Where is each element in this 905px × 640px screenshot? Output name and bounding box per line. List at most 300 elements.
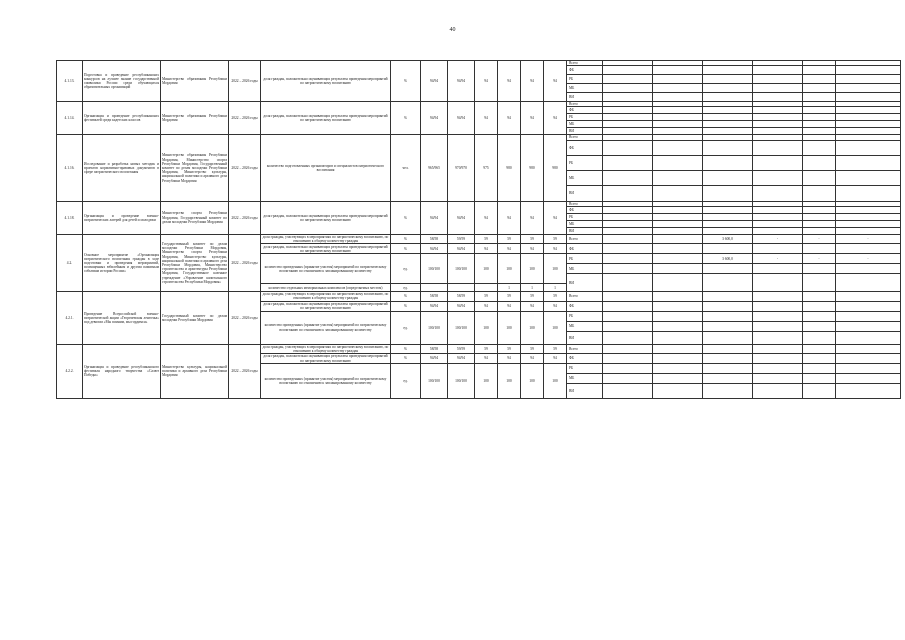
activity-number: 4.1.14.	[57, 102, 83, 135]
indicator-name: доля граждан, участвующих в мероприятиях по патриотическому воспитанию, по отношению к общему количеству граждан	[261, 344, 391, 353]
funding-source: Всего	[567, 102, 603, 107]
table-row	[57, 234, 901, 243]
indicator-name: доля граждан, положительно оценивающих результаты проведения мероприятий по патриотическому воспитанию	[261, 301, 391, 311]
indicator-base: 100/100	[421, 364, 448, 399]
indicator-2022: 94/94	[448, 102, 475, 135]
finance-value	[703, 244, 753, 254]
finance-value	[603, 128, 653, 135]
activity-executor: Министерство образования Республики Мордовия	[161, 61, 229, 102]
indicator-2026: 94	[544, 301, 567, 311]
indicator-2023: 59	[475, 344, 498, 353]
finance-value	[753, 107, 803, 114]
indicator-2022: 94/94	[448, 61, 475, 102]
finance-value	[653, 84, 703, 93]
activity-number: 4.1.16.	[57, 135, 83, 201]
table-row	[57, 344, 901, 353]
finance-value	[653, 93, 703, 102]
indicator-name: количество проведенных (принятие участия) мероприятий по патриотическому воспитанию по отношению к запланированному количеству	[261, 254, 391, 284]
finance-value	[803, 374, 836, 384]
finance-value	[653, 331, 703, 344]
funding-source: МБ	[567, 264, 603, 274]
indicator-2026: 100	[544, 364, 567, 399]
finance-value	[653, 254, 703, 264]
finance-value	[703, 107, 753, 114]
activity-number: 4.1.18.	[57, 201, 83, 234]
indicator-2023: 100	[475, 311, 498, 344]
finance-value	[803, 364, 836, 374]
indicator-name: доля граждан, положительно оценивающих результаты проведения мероприятий по патриотическому воспитанию	[261, 244, 391, 254]
indicator-name: количество подготовленных организаторов и специалистов патриотического воспитания	[261, 135, 391, 201]
finance-value	[703, 274, 753, 292]
finance-value	[703, 321, 753, 331]
finance-value	[603, 292, 653, 301]
finance-value	[603, 274, 653, 292]
activity-number: 4.2.2.	[57, 344, 83, 398]
finance-value	[703, 84, 753, 93]
finance-value	[753, 220, 803, 227]
funding-source: ФБ	[567, 140, 603, 155]
finance-value	[803, 114, 836, 121]
finance-value	[653, 384, 703, 399]
activity-years: 2022 – 2026 годы	[229, 344, 261, 398]
finance-value: -	[836, 254, 901, 264]
finance-value: 3 600,0	[703, 234, 753, 243]
activity-executor: Министерство спорта Республики Мордовия, Государственный комитет по делам молодежи Республики Мордовия	[161, 201, 229, 234]
indicator-base: 94/94	[421, 301, 448, 311]
funding-source: МБ	[567, 84, 603, 93]
finance-value	[803, 220, 836, 227]
finance-value	[653, 155, 703, 170]
finance-value	[803, 384, 836, 399]
finance-value	[753, 264, 803, 274]
finance-value	[703, 185, 753, 201]
finance-value	[653, 121, 703, 128]
funding-source: Всего	[567, 61, 603, 66]
finance-value	[653, 321, 703, 331]
indicator-name: количество проведенных (принятие участия) мероприятий по патриотическому воспитанию по отношению к запланированному количеству	[261, 364, 391, 399]
indicator-unit: чел.	[391, 135, 421, 201]
finance-value	[753, 75, 803, 84]
indicator-2023: 59	[475, 292, 498, 301]
indicator-base: 100/100	[421, 311, 448, 344]
finance-value	[803, 321, 836, 331]
finance-value	[836, 128, 901, 135]
finance-value	[803, 170, 836, 185]
indicator-2025: 100	[521, 254, 544, 284]
funding-source: МБ	[567, 374, 603, 384]
finance-value	[703, 93, 753, 102]
finance-value	[653, 301, 703, 311]
indicator-2026: 100	[544, 311, 567, 344]
funding-source: РБ	[567, 213, 603, 220]
finance-value	[836, 384, 901, 399]
indicator-unit: %	[391, 102, 421, 135]
finance-value	[803, 84, 836, 93]
finance-value	[653, 274, 703, 292]
activity-years: 2022 – 2026 годы	[229, 61, 261, 102]
finance-value	[603, 374, 653, 384]
finance-value	[836, 93, 901, 102]
finance-value	[603, 140, 653, 155]
indicator-2025: 94	[521, 102, 544, 135]
finance-value	[603, 185, 653, 201]
finance-value	[753, 274, 803, 292]
activity-years: 2022 – 2026 годы	[229, 102, 261, 135]
finance-value	[653, 220, 703, 227]
finance-value	[803, 206, 836, 213]
finance-value	[653, 244, 703, 254]
activity-number: 4.1.13.	[57, 61, 83, 102]
finance-value	[603, 321, 653, 331]
indicator-name: количество проведенных (принятие участия) мероприятий по патриотическому воспитанию по отношению к запланированному количеству	[261, 311, 391, 344]
finance-value	[603, 107, 653, 114]
indicator-base: 965/965	[421, 135, 448, 201]
finance-value	[603, 344, 653, 353]
finance-value	[803, 75, 836, 84]
indicator-unit: %	[391, 301, 421, 311]
finance-value	[836, 121, 901, 128]
indicator-unit: %	[391, 201, 421, 234]
finance-value	[836, 244, 901, 254]
indicator-2023	[475, 284, 498, 292]
finance-value	[803, 344, 836, 353]
indicator-2022	[448, 284, 475, 292]
finance-value	[703, 170, 753, 185]
finance-value	[703, 121, 753, 128]
activity-years: 2022 – 2026 годы	[229, 234, 261, 291]
funding-source: Всего	[567, 292, 603, 301]
indicator-name: доля граждан, положительно оценивающих результаты проведения мероприятий по патриотическому воспитанию	[261, 102, 391, 135]
finance-value	[753, 344, 803, 353]
finance-value	[603, 301, 653, 311]
finance-value	[653, 66, 703, 75]
finance-value	[836, 301, 901, 311]
finance-value	[653, 114, 703, 121]
finance-value	[803, 292, 836, 301]
indicator-2026: 59	[544, 344, 567, 353]
indicator-2022: 94/94	[448, 354, 475, 364]
finance-value	[753, 170, 803, 185]
finance-value	[603, 254, 653, 264]
funding-source: РБ	[567, 155, 603, 170]
indicator-2023: 94	[475, 102, 498, 135]
finance-value	[753, 206, 803, 213]
indicator-2025: 59	[521, 344, 544, 353]
finance-value	[703, 220, 753, 227]
finance-value	[603, 384, 653, 399]
finance-value	[753, 364, 803, 374]
funding-source: Всего	[567, 135, 603, 140]
funding-source: МБ	[567, 170, 603, 185]
indicator-2025: 94	[521, 61, 544, 102]
indicator-2023: 94	[475, 201, 498, 234]
indicator-unit: %	[391, 292, 421, 301]
finance-value	[753, 244, 803, 254]
indicator-2024: 94	[498, 354, 521, 364]
finance-value	[803, 128, 836, 135]
finance-value	[836, 344, 901, 353]
finance-value	[603, 84, 653, 93]
funding-source: ВИ	[567, 185, 603, 201]
finance-value	[753, 128, 803, 135]
finance-value	[703, 213, 753, 220]
indicator-2022: 94/94	[448, 244, 475, 254]
finance-value	[653, 364, 703, 374]
finance-value	[703, 155, 753, 170]
finance-value	[703, 354, 753, 364]
finance-value	[803, 107, 836, 114]
finance-value	[836, 155, 901, 170]
funding-source: Всего	[567, 344, 603, 353]
indicator-unit: %	[391, 344, 421, 353]
funding-source: ВИ	[567, 128, 603, 135]
finance-value	[703, 311, 753, 321]
indicator-base: 94/94	[421, 102, 448, 135]
finance-value	[653, 234, 703, 243]
program-activities-table	[56, 60, 901, 399]
indicator-name: доля граждан, положительно оценивающих результаты проведения мероприятий по патриотическому воспитанию	[261, 354, 391, 364]
finance-value	[653, 140, 703, 155]
finance-value	[836, 321, 901, 331]
finance-value	[653, 213, 703, 220]
finance-value	[703, 301, 753, 311]
indicator-name: доля граждан, положительно оценивающих результаты проведения мероприятий по патриотическому воспитанию	[261, 201, 391, 234]
finance-value	[653, 292, 703, 301]
finance-value	[603, 234, 653, 243]
finance-value	[836, 84, 901, 93]
activity-number: 4.2.	[57, 234, 83, 291]
funding-source: ВИ	[567, 227, 603, 234]
indicator-2024: 59	[498, 344, 521, 353]
indicator-2024: 100	[498, 311, 521, 344]
indicator-2024: 980	[498, 135, 521, 201]
finance-value	[803, 185, 836, 201]
finance-value	[653, 344, 703, 353]
finance-value	[703, 292, 753, 301]
indicator-2026: 94	[544, 201, 567, 234]
indicator-2024: 100	[498, 254, 521, 284]
finance-value	[803, 311, 836, 321]
indicator-2024: 94	[498, 102, 521, 135]
indicator-2022: 94/94	[448, 301, 475, 311]
indicator-2024: 100	[498, 364, 521, 399]
activity-title: Основное мероприятие «Организация патриотического воспитания граждан в ходе подготовки и проведения мероприятий, посвященных юбилейным и другим памятным событиям истории России»	[83, 234, 161, 291]
finance-value	[803, 213, 836, 220]
indicator-2022: 970/970	[448, 135, 475, 201]
finance-value	[753, 354, 803, 364]
indicator-unit: ед.	[391, 254, 421, 284]
finance-value	[603, 75, 653, 84]
indicator-2026: 94	[544, 102, 567, 135]
finance-value	[753, 213, 803, 220]
indicator-name: доля граждан, участвующих в мероприятиях по патриотическому воспитанию, по отношению к общему количеству граждан	[261, 234, 391, 243]
finance-value: -	[753, 254, 803, 264]
finance-value	[703, 128, 753, 135]
finance-value	[803, 244, 836, 254]
finance-value	[803, 274, 836, 292]
activity-title: Организация и проведение республиканского фестиваля народного творчества «Салют Победы»	[83, 344, 161, 398]
finance-value: -	[803, 254, 836, 264]
indicator-2023: 94	[475, 244, 498, 254]
finance-value	[753, 227, 803, 234]
indicator-2022: 100/100	[448, 364, 475, 399]
indicator-2025: 59	[521, 234, 544, 243]
indicator-name: доля граждан, положительно оценивающих результаты проведения мероприятий по патриотическому воспитанию	[261, 61, 391, 102]
finance-value	[703, 344, 753, 353]
funding-source: ФБ	[567, 206, 603, 213]
indicator-2025: 100	[521, 364, 544, 399]
finance-value: -	[753, 234, 803, 243]
finance-value	[803, 93, 836, 102]
finance-value	[703, 140, 753, 155]
finance-value	[703, 384, 753, 399]
finance-value	[703, 364, 753, 374]
funding-source: МБ	[567, 121, 603, 128]
finance-value	[836, 185, 901, 201]
indicator-unit: ед.	[391, 311, 421, 344]
activity-title: Исследование и разработка новых методик и проектов нормативно-правовых документов в сфере патриотического воспитания	[83, 135, 161, 201]
indicator-2024: 94	[498, 244, 521, 254]
funding-source: ФБ	[567, 107, 603, 114]
finance-value: -	[803, 234, 836, 243]
funding-source: ФБ	[567, 244, 603, 254]
indicator-2026: 94	[544, 61, 567, 102]
finance-value	[603, 121, 653, 128]
indicator-unit: %	[391, 61, 421, 102]
indicator-2025: 94	[521, 201, 544, 234]
finance-value	[603, 331, 653, 344]
finance-value	[836, 354, 901, 364]
finance-value	[836, 75, 901, 84]
finance-value	[753, 114, 803, 121]
finance-value	[603, 244, 653, 254]
finance-value	[836, 66, 901, 75]
finance-value	[803, 331, 836, 344]
indicator-name: количество отдельных мемориальных комплексов (определяемых местом)	[261, 284, 391, 292]
finance-value	[753, 66, 803, 75]
indicator-2022: 58/59	[448, 292, 475, 301]
finance-value	[703, 114, 753, 121]
indicator-unit: %	[391, 234, 421, 243]
funding-source: ФБ	[567, 66, 603, 75]
finance-value	[703, 66, 753, 75]
finance-value	[836, 292, 901, 301]
finance-value	[603, 155, 653, 170]
finance-value	[753, 374, 803, 384]
funding-source: МБ	[567, 321, 603, 331]
indicator-2023: 59	[475, 234, 498, 243]
indicator-unit: ед.	[391, 284, 421, 292]
finance-value	[603, 213, 653, 220]
activity-executor: Министерство культуры, национальной политики и архивного дела Республики Мордовия	[161, 344, 229, 398]
finance-value	[836, 364, 901, 374]
finance-value	[836, 264, 901, 274]
indicator-base: 94/94	[421, 244, 448, 254]
finance-value	[803, 227, 836, 234]
finance-value	[753, 301, 803, 311]
finance-value	[653, 227, 703, 234]
funding-source: ФБ	[567, 301, 603, 311]
indicator-base: 94/94	[421, 201, 448, 234]
indicator-2025: 1	[521, 284, 544, 292]
finance-value	[753, 331, 803, 344]
finance-value	[753, 311, 803, 321]
indicator-2023: 100	[475, 364, 498, 399]
indicator-2023: 94	[475, 354, 498, 364]
finance-value	[603, 170, 653, 185]
finance-value	[803, 140, 836, 155]
finance-value	[603, 364, 653, 374]
finance-value	[653, 354, 703, 364]
indicator-2024: 94	[498, 301, 521, 311]
funding-source: ВИ	[567, 331, 603, 344]
funding-source: ВИ	[567, 93, 603, 102]
indicator-2022: 100/100	[448, 311, 475, 344]
finance-value	[836, 311, 901, 321]
finance-value	[753, 321, 803, 331]
finance-value	[653, 311, 703, 321]
finance-value	[603, 93, 653, 102]
finance-value	[836, 213, 901, 220]
indicator-2026: 980	[544, 135, 567, 201]
finance-value	[836, 274, 901, 292]
finance-value	[703, 331, 753, 344]
funding-source: ФБ	[567, 354, 603, 364]
finance-value	[753, 84, 803, 93]
table-row	[57, 292, 901, 301]
finance-value	[653, 374, 703, 384]
indicator-unit: %	[391, 244, 421, 254]
activity-executor: Государственный комитет по делам молодежи Республики Мордовия	[161, 292, 229, 344]
finance-value	[836, 227, 901, 234]
finance-value	[836, 331, 901, 344]
finance-value	[703, 374, 753, 384]
finance-value	[753, 384, 803, 399]
indicator-base: 94/94	[421, 61, 448, 102]
indicator-unit: %	[391, 354, 421, 364]
indicator-2022: 59/59	[448, 344, 475, 353]
activity-years: 2022 – 2026 годы	[229, 201, 261, 234]
indicator-unit: ед.	[391, 364, 421, 399]
finance-value	[703, 75, 753, 84]
finance-value	[603, 206, 653, 213]
finance-value	[703, 206, 753, 213]
finance-value	[603, 264, 653, 274]
finance-value	[653, 107, 703, 114]
funding-source: РБ	[567, 75, 603, 84]
indicator-2025: 94	[521, 354, 544, 364]
finance-value	[603, 354, 653, 364]
page-number: 40	[449, 27, 456, 33]
finance-value	[653, 75, 703, 84]
finance-value	[836, 114, 901, 121]
indicator-2026: 1	[544, 284, 567, 292]
indicator-base: 58/58	[421, 234, 448, 243]
indicator-2026: 94	[544, 244, 567, 254]
finance-value	[753, 292, 803, 301]
finance-value	[836, 220, 901, 227]
finance-value	[753, 121, 803, 128]
activity-title: Подготовка и проведение республиканских конкурсов на лучшее знание государственной символики России среди обучающихся образовательных организаций	[83, 61, 161, 102]
funding-source: ВИ	[567, 274, 603, 292]
indicator-2023: 94	[475, 61, 498, 102]
indicator-2022: 100/100	[448, 254, 475, 284]
funding-source: РБ	[567, 311, 603, 321]
finance-value	[603, 114, 653, 121]
finance-value: -	[836, 234, 901, 243]
funding-source: РБ	[567, 114, 603, 121]
indicator-base	[421, 284, 448, 292]
